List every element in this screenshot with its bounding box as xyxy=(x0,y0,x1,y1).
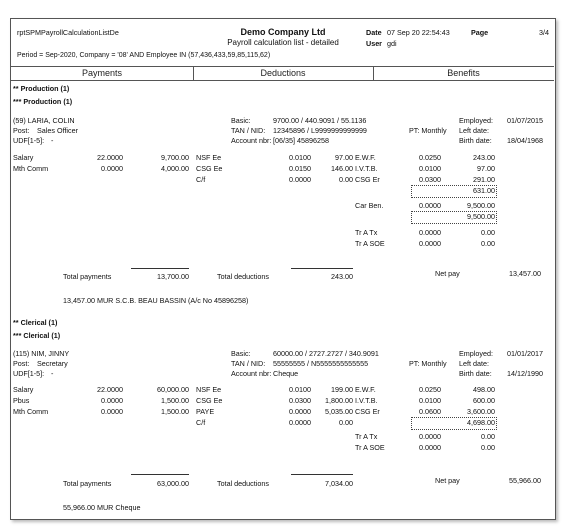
basic-value: 9700.00 / 440.9091 / 55.1136 xyxy=(273,116,367,125)
deduction-name: CSG Ee xyxy=(196,164,223,173)
total-payments-value: 63,000.00 xyxy=(157,479,189,488)
birth-date-label: Birth date: xyxy=(459,136,492,145)
deduction-rate: 0.0000 xyxy=(289,407,311,416)
payment-amount: 1,500.00 xyxy=(161,407,189,416)
birth-date-label: Birth date: xyxy=(459,369,492,378)
account-label: Account nbr: xyxy=(231,136,272,145)
udf-label: UDF[1-5]: xyxy=(13,369,45,378)
benefit-name: E.W.F. xyxy=(355,385,376,394)
payment-name: Pbus xyxy=(13,396,30,405)
benefit-amount: 9,500.00 xyxy=(467,201,495,210)
basic-label: Basic: xyxy=(231,349,251,358)
post-value: Secretary xyxy=(37,359,68,368)
total-rule xyxy=(291,268,353,269)
benefit-amount: 291.00 xyxy=(473,175,495,184)
benefit-rate: 0.0000 xyxy=(419,443,441,452)
payment-rate: 22.0000 xyxy=(97,153,123,162)
total-deductions-value: 243.00 xyxy=(331,272,353,281)
deduction-name: PAYE xyxy=(196,407,215,416)
report-id: rptSPMPayrollCalculationListDe xyxy=(17,28,119,37)
benefit-amount: 0.00 xyxy=(481,443,495,452)
benefit-rate: 0.0250 xyxy=(419,385,441,394)
date-value: 07 Sep 20 22:54:43 xyxy=(387,28,450,37)
total-rule xyxy=(291,474,353,475)
total-rule xyxy=(131,474,189,475)
group-heading: ** Clerical (1) xyxy=(13,318,58,327)
total-payments-value: 13,700.00 xyxy=(157,272,189,281)
tan-label: TAN / NID: xyxy=(231,359,266,368)
net-pay-label: Net pay xyxy=(435,476,460,485)
payment-amount: 60,000.00 xyxy=(157,385,189,394)
benefit-rate: 0.0100 xyxy=(419,164,441,173)
band-deductions: Deductions xyxy=(193,67,374,80)
pay-type: PT: Monthly xyxy=(409,126,447,135)
tan-value: 12345896 / L9999999999999 xyxy=(273,126,367,135)
deduction-name: C/f xyxy=(196,175,206,184)
company-name: Demo Company Ltd xyxy=(240,27,326,37)
benefit-name: Tr A Tx xyxy=(355,432,378,441)
post-label: Post: xyxy=(13,359,30,368)
deduction-amount: 97.00 xyxy=(335,153,353,162)
deduction-amount: 1,800.00 xyxy=(325,396,353,405)
column-bands xyxy=(11,66,554,81)
tan-value: 55555555 / N5555555555555 xyxy=(273,359,369,368)
employee-name: (115) NIM, JINNY xyxy=(13,349,70,358)
benefit-name: CSG Er xyxy=(355,175,380,184)
benefit-rate: 0.0000 xyxy=(419,432,441,441)
account-value: [06/35] 45896258 xyxy=(273,136,329,145)
benefit-amount: 600.00 xyxy=(473,396,495,405)
benefit-rate: 0.0100 xyxy=(419,396,441,405)
net-pay-value: 13,457.00 xyxy=(509,269,541,278)
total-deductions-value: 7,034.00 xyxy=(325,479,353,488)
payment-amount: 4,000.00 xyxy=(161,164,189,173)
employed-label: Employed: xyxy=(459,349,493,358)
payment-rate: 0.0000 xyxy=(101,396,123,405)
benefit-subtotal: 4,698.00 xyxy=(467,418,495,427)
benefit-rate: 0.0250 xyxy=(419,153,441,162)
basic-value: 60000.00 / 2727.2727 / 340.9091 xyxy=(273,349,379,358)
benefit-amount: 0.00 xyxy=(481,432,495,441)
benefit-amount: 243.00 xyxy=(473,153,495,162)
total-rule xyxy=(131,268,189,269)
employed-value: 01/07/2015 xyxy=(507,116,543,125)
udf-value: - xyxy=(51,136,54,145)
subgroup-heading: *** Production (1) xyxy=(13,97,73,106)
employee-name: (59) LARIA, COLIN xyxy=(13,116,75,125)
pay-type: PT: Monthly xyxy=(409,359,447,368)
band-payments: Payments xyxy=(11,67,194,80)
payment-rate: 0.0000 xyxy=(101,407,123,416)
deduction-amount: 146.00 xyxy=(331,164,353,173)
deduction-name: CSG Ee xyxy=(196,396,223,405)
udf-value: - xyxy=(51,369,54,378)
benefit-subtotal: 9,500.00 xyxy=(467,212,495,221)
birth-date-value: 14/12/1990 xyxy=(507,369,543,378)
benefit-amount: 0.00 xyxy=(481,239,495,248)
benefit-subtotal: 631.00 xyxy=(473,186,495,195)
user-label: User xyxy=(366,39,382,48)
report-page xyxy=(10,18,556,520)
benefit-amount: 97.00 xyxy=(477,164,495,173)
bank-line: 13,457.00 MUR S.C.B. BEAU BASSIN (A/c No 45896258) xyxy=(63,296,249,305)
deduction-amount: 0.00 xyxy=(339,175,353,184)
filter-text: Period = Sep-2020, Company = '08' AND Employee IN (57,436,433,59,85,115,62) xyxy=(17,52,271,59)
net-pay-value: 55,966.00 xyxy=(509,476,541,485)
benefit-name: Tr A SOE xyxy=(355,443,385,452)
payment-amount: 9,700.00 xyxy=(161,153,189,162)
deduction-amount: 0.00 xyxy=(339,418,353,427)
benefit-name: Tr A SOE xyxy=(355,239,385,248)
benefit-rate: 0.0000 xyxy=(419,239,441,248)
deduction-rate: 0.0300 xyxy=(289,396,311,405)
deduction-rate: 0.0100 xyxy=(289,385,311,394)
deduction-name: NSF Ee xyxy=(196,385,222,394)
employed-value: 01/01/2017 xyxy=(507,349,543,358)
benefit-rate: 0.0300 xyxy=(419,175,441,184)
tan-label: TAN / NID: xyxy=(231,126,266,135)
benefit-amount: 3,600.00 xyxy=(467,407,495,416)
employed-label: Employed: xyxy=(459,116,493,125)
account-label: Account nbr: xyxy=(231,369,272,378)
group-heading: ** Production (1) xyxy=(13,84,70,93)
payment-name: Mth Comm xyxy=(13,407,49,416)
deduction-rate: 0.0000 xyxy=(289,175,311,184)
left-date-label: Left date: xyxy=(459,359,489,368)
benefit-amount: 498.00 xyxy=(473,385,495,394)
basic-label: Basic: xyxy=(231,116,251,125)
deduction-name: NSF Ee xyxy=(196,153,222,162)
deduction-rate: 0.0000 xyxy=(289,418,311,427)
payment-rate: 0.0000 xyxy=(101,164,123,173)
benefit-name: Car Ben. xyxy=(355,201,384,210)
benefit-name: I.V.T.B. xyxy=(355,396,378,405)
date-label: Date xyxy=(366,28,382,37)
band-benefits: Benefits xyxy=(447,68,480,78)
deduction-amount: 199.00 xyxy=(331,385,353,394)
page-label: Page xyxy=(471,28,489,37)
deduction-amount: 5,035.00 xyxy=(325,407,353,416)
total-payments-label: Total payments xyxy=(63,479,112,488)
birth-date-value: 18/04/1968 xyxy=(507,136,543,145)
deduction-rate: 0.0150 xyxy=(289,164,311,173)
page-value: 3/4 xyxy=(539,28,549,37)
deduction-rate: 0.0100 xyxy=(289,153,311,162)
benefit-name: Tr A Tx xyxy=(355,228,378,237)
benefit-rate: 0.0000 xyxy=(419,228,441,237)
benefit-rate: 0.0000 xyxy=(419,201,441,210)
benefit-amount: 0.00 xyxy=(481,228,495,237)
udf-label: UDF[1-5]: xyxy=(13,136,45,145)
payment-name: Salary xyxy=(13,153,34,162)
user-value: gdi xyxy=(387,39,397,48)
payment-amount: 1,500.00 xyxy=(161,396,189,405)
report-title: Payroll calculation list - detailed xyxy=(227,38,339,47)
benefit-name: E.W.F. xyxy=(355,153,376,162)
benefit-rate: 0.0600 xyxy=(419,407,441,416)
account-value: Cheque xyxy=(273,369,299,378)
payment-name: Salary xyxy=(13,385,34,394)
bank-line: 55,966.00 MUR Cheque xyxy=(63,503,141,512)
net-pay-label: Net pay xyxy=(435,269,460,278)
post-label: Post: xyxy=(13,126,30,135)
deduction-name: C/f xyxy=(196,418,206,427)
total-deductions-label: Total deductions xyxy=(217,479,269,488)
benefit-name: CSG Er xyxy=(355,407,380,416)
payment-rate: 22.0000 xyxy=(97,385,123,394)
total-payments-label: Total payments xyxy=(63,272,112,281)
benefit-name: I.V.T.B. xyxy=(355,164,378,173)
subgroup-heading: *** Clerical (1) xyxy=(13,331,61,340)
post-value: Sales Officer xyxy=(37,126,79,135)
total-deductions-label: Total deductions xyxy=(217,272,269,281)
payment-name: Mth Comm xyxy=(13,164,49,173)
left-date-label: Left date: xyxy=(459,126,489,135)
